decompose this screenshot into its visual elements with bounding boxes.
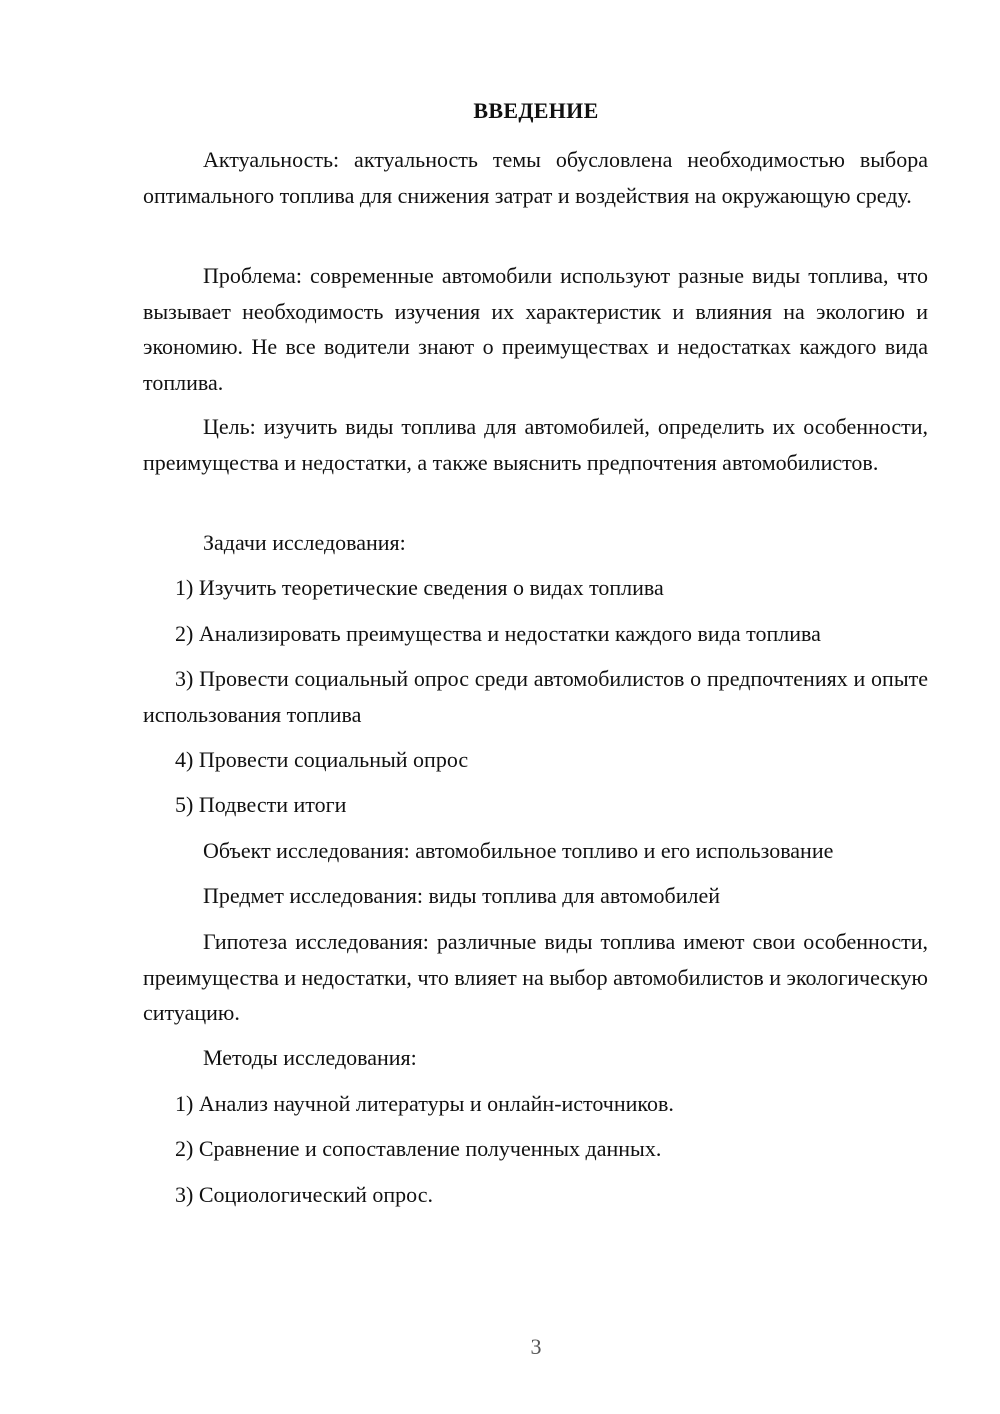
task-item-3: 3) Провести социальный опрос среди автомобилистов о предпочтениях и опыте использования топлива: [143, 666, 928, 727]
method-item-3: 3) Социологический опрос.: [175, 1182, 433, 1207]
task-item-4: 4) Провести социальный опрос: [175, 747, 469, 772]
object-paragraph: Объект исследования: автомобильное топливо и его использование: [203, 838, 834, 863]
task-item-2: 2) Анализировать преимущества и недостатки каждого вида топлива: [175, 621, 821, 646]
relevance-paragraph: Актуальность: актуальность темы обусловлена необходимостью выбора оптимального топлива для снижения затрат и воздействия на окружающую среду.: [143, 147, 928, 208]
method-item-1: 1) Анализ научной литературы и онлайн-источников.: [175, 1091, 674, 1116]
task-item-1: 1) Изучить теоретические сведения о видах топлива: [175, 575, 664, 600]
task-item-5: 5) Подвести итоги: [175, 792, 347, 817]
page-title: ВВЕДЕНИЕ: [473, 98, 599, 123]
problem-paragraph: Проблема: современные автомобили используют разные виды топлива, что вызывает необходимость изучения их характеристик и влияния на экологию и экономию. Не все водители знают о преимуществах и недостатках каждого вида топлива.: [143, 263, 928, 395]
goal-paragraph: Цель: изучить виды топлива для автомобилей, определить их особенности, преимущества и недостатки, а также выяснить предпочтения автомобилистов.: [143, 414, 928, 475]
methods-heading: Методы исследования:: [203, 1045, 417, 1070]
page-number: 3: [530, 1334, 542, 1359]
tasks-heading: Задачи исследования:: [203, 530, 406, 555]
subject-paragraph: Предмет исследования: виды топлива для автомобилей: [203, 883, 720, 908]
hypothesis-paragraph: Гипотеза исследования: различные виды топлива имеют свои особенности, преимущества и недостатки, что влияет на выбор автомобилистов и экологическую ситуацию.: [143, 929, 928, 1025]
method-item-2: 2) Сравнение и сопоставление полученных данных.: [175, 1136, 662, 1161]
